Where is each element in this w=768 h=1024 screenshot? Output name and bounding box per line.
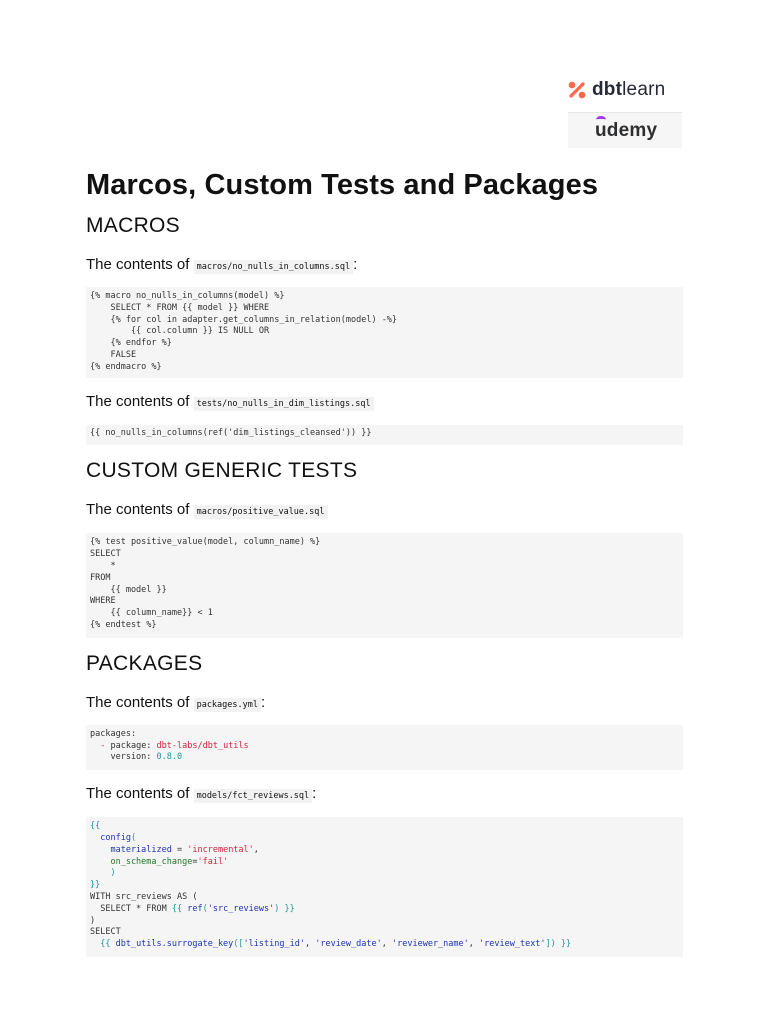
code-line: {{ column_name}} < 1: [90, 608, 213, 619]
code-line: {% endfor %}: [90, 338, 172, 349]
custom-tests-intro: The contents of macros/positive_value.sql: [86, 500, 683, 522]
dbt-logo-icon: [568, 81, 586, 99]
code-block-positive-value-test: [86, 533, 683, 637]
inline-filename: packages.yml: [194, 698, 261, 712]
inline-filename: macros/positive_value.sql: [194, 505, 328, 519]
code-block-fct-reviews: {{ config( materialized = 'incremental', on_schema_change='fail' ) }} WITH src_reviews AS ( SELECT * FROM {{ ref('src_reviews') }} ) SELECT {{ dbt_utils.surrogate_key(['listing_id', 'review_date', 'reviewer_name', 'review_text']) }}: [86, 817, 683, 957]
inline-filename: models/fct_reviews.sql: [194, 789, 313, 803]
macros-intro-2: The contents of tests/no_nulls_in_dim_listings.sql: [86, 392, 683, 414]
code-line: {% test positive_value(model, column_name) %}: [90, 537, 321, 548]
code-block-packages-yml: packages: - package: dbt-labs/dbt_utils version: 0.8.0: [86, 725, 683, 770]
packages-intro-1: The contents of packages.yml :: [86, 693, 266, 711]
code-block-no-nulls-macro: [86, 287, 683, 378]
code-line: SELECT: [90, 549, 121, 560]
document-content: [86, 166, 683, 957]
dbt-learn-wordmark: dbtlearn: [592, 79, 666, 100]
code-line: {% endmacro %}: [90, 361, 162, 372]
code-line: *: [90, 560, 116, 571]
packages-intro-2: The contents of models/fct_reviews.sql :: [86, 785, 317, 803]
udemy-wordmark: udemy: [595, 120, 657, 142]
code-line: FROM: [90, 572, 111, 583]
udemy-logo: [568, 113, 682, 148]
page-title: Marcos, Custom Tests and Packages: [86, 169, 599, 201]
code-block-no-nulls-test: [86, 425, 683, 446]
section-heading-packages: PACKAGES: [86, 651, 203, 675]
inline-filename: macros/no_nulls_in_columns.sql: [194, 260, 354, 274]
logos: [568, 78, 682, 148]
section-heading-custom-tests: CUSTOM GENERIC TESTS: [86, 459, 358, 483]
dbt-learn-logo: [568, 78, 682, 102]
code-line: WHERE: [90, 596, 116, 607]
code-line: {{ model }}: [90, 584, 167, 595]
code-line: {% endtest %}: [90, 619, 157, 630]
udemy-hat-icon: [596, 116, 606, 123]
inline-filename: tests/no_nulls_in_dim_listings.sql: [194, 397, 374, 411]
code-line: SELECT * FROM {{ model }} WHERE: [90, 302, 270, 313]
code-line: {% for col in adapter.get_columns_in_relation(model) -%}: [90, 314, 398, 325]
code-line: {{ col.column }} IS NULL OR: [90, 326, 270, 337]
section-heading-macros: MACROS: [86, 214, 180, 237]
code-line: {{ no_nulls_in_columns(ref('dim_listings_cleansed')) }}: [90, 427, 372, 438]
macros-intro-1: The contents of macros/no_nulls_in_columns.sql :: [86, 256, 358, 273]
code-line: FALSE: [90, 349, 137, 360]
code-line: {% macro no_nulls_in_columns(model) %}: [90, 291, 285, 301]
